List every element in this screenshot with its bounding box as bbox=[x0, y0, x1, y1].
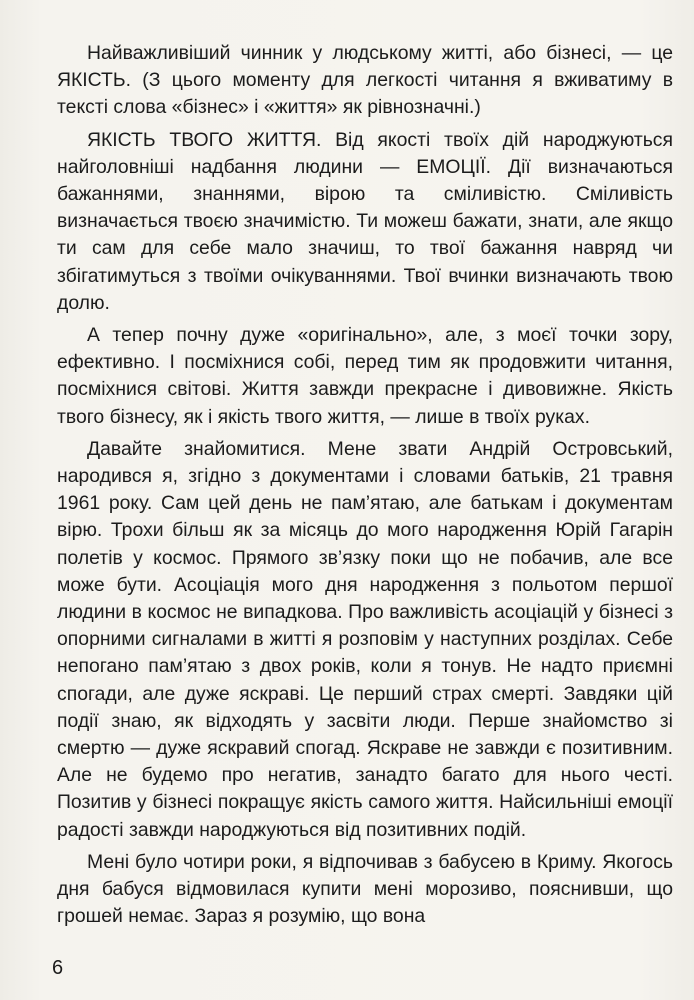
paragraph-2: ЯКІСТЬ ТВОГО ЖИТТЯ. Від якості твоїх дій народжуються найголовніші надбання людини — ЕМОЦІЇ. Дії визначаються бажаннями, знаннями, вірою та сміливістю. Сміливість визначається твоєю значимістю. Ти можеш бажати, знати, але якщо ти сам для себе мало значиш, то твої бажання навряд чи збігатимуться з твоїми очікуваннями. Твої вчинки визначають твою долю. bbox=[57, 128, 673, 314]
paragraph-1: Найважливіший чинник у людському житті, або бізнесі, — це ЯКІСТЬ. (З цього моменту для легкості читання я вживатиму в тексті слова «бізнес» і «життя» як рівнозначні.) bbox=[57, 42, 673, 119]
paragraph-4: Давайте знайомитися. Мене звати Андрій Островський, народився я, згідно з документами і словами батьків, 21 травня 1961 року. Сам цей день не пам’ятаю, але батькам і документам вірю. Трохи більш як за місяць до мого народження Юрій Гагарін полетів у космос. Прямого зв’язку поки що не побачив, але все може бути. Асоціація мого дня народження з польотом першої людини в космос не випадкова. Про важливість асоціацій у бізнесі з опорними сигналами в житті я розповім у наступних розділах. Себе непогано пам’ятаю з двох років, коли я тонув. Не надто приємні спогади, але дуже яскраві. Це перший страх смерті. Завдяки цій події знаю, як відходять у засвіти люди. Перше знайомство зі смертю — дуже яскравий спогад. Яскраве не завжди є позитивним. Але не будемо про негатив, занадто багато для нього честі. Позитив у бізнесі покращує якість самого життя. Найсильніші емоції радості завжди народжуються від позитивних подій. bbox=[57, 437, 673, 841]
paragraph-5: Мені було чотири роки, я відпочивав з бабусею в Криму. Якогось дня бабуся відмовилася купити мені морозиво, пояснивши, що грошей немає. Зараз я розумію, що вона bbox=[57, 850, 673, 928]
paragraph-3: А тепер почну дуже «оригінально», але, з моєї точки зору, ефективно. І посміхнися собі, перед тим як продовжити читання, посміхнися світові. Життя завжди прекрасне і дивовижне. Якість твого бізнесу, як і якість твого життя, — лише в твоїх руках. bbox=[57, 324, 673, 428]
page-number: 6 bbox=[52, 957, 64, 979]
body-text bbox=[57, 40, 673, 936]
